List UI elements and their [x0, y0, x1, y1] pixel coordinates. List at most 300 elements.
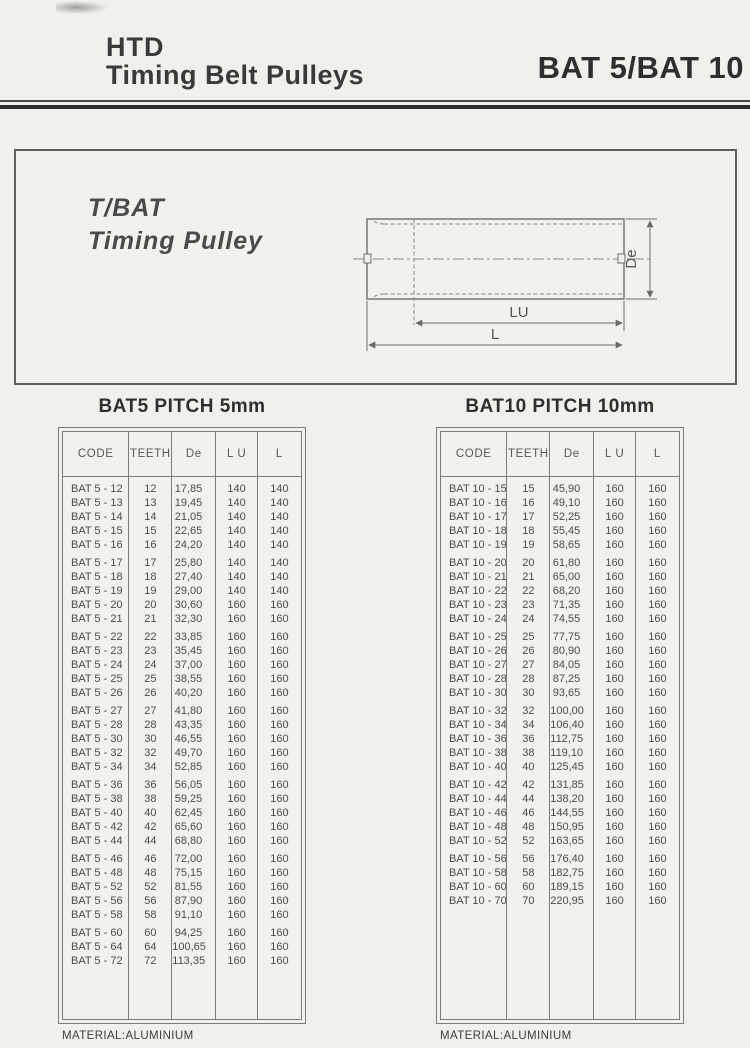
series-type-label: Timing Pulley	[88, 227, 264, 255]
table-cell: 160	[227, 955, 246, 967]
table-cell: 160	[270, 747, 289, 759]
table-cell: 160	[270, 631, 289, 643]
table-cell: 59,25	[174, 793, 203, 805]
table-cell: 160	[227, 659, 246, 671]
table-cell: 140	[227, 483, 246, 495]
table-cell: 81,55	[174, 881, 203, 893]
table-cell: 112,75	[550, 733, 584, 745]
table-cell: 125,45	[550, 761, 584, 773]
table-cell: BAT 10 - 34	[449, 719, 507, 731]
bat10-table-inner	[440, 431, 680, 1020]
scan-smudge	[56, 1, 108, 14]
product-code-title: BAT 5/BAT 10	[537, 50, 744, 85]
table-cell: 140	[227, 539, 246, 551]
table-cell: 160	[648, 705, 667, 717]
table-cell: 160	[227, 761, 246, 773]
table-cell: 72,00	[174, 853, 203, 865]
table-cell: 46	[522, 807, 535, 819]
table-cell: 94,25	[174, 927, 203, 939]
table-cell: 160	[270, 941, 289, 953]
table-cell: 49,10	[552, 497, 581, 509]
table-cell: 26	[522, 645, 535, 657]
table-cell: 160	[227, 631, 246, 643]
row-group	[129, 852, 171, 922]
table-cell: 22,65	[174, 525, 203, 537]
table-cell: 19	[144, 585, 157, 597]
row-group	[172, 630, 215, 700]
table-cell: 160	[227, 895, 246, 907]
table-cell: 24,20	[174, 539, 203, 551]
table-cell: BAT 5 - 36	[71, 779, 123, 791]
row-group	[636, 852, 679, 908]
row-group	[172, 778, 215, 848]
table-cell: 160	[605, 687, 624, 699]
row-group	[63, 926, 128, 968]
table-cell: 52,25	[552, 511, 581, 523]
table-cell: 160	[648, 719, 667, 731]
row-group	[172, 482, 215, 552]
table-cell: 15	[144, 525, 157, 537]
table-cell: BAT 10 - 56	[449, 853, 507, 865]
table-body	[441, 477, 679, 1019]
row-group	[216, 926, 257, 968]
table-cell: 30	[144, 733, 157, 745]
table-cell: 160	[227, 673, 246, 685]
row-group	[636, 482, 679, 552]
table-title-bat10: BAT10 PITCH 10mm	[465, 396, 655, 417]
row-group	[216, 482, 257, 552]
table-cell: 160	[227, 719, 246, 731]
row-group	[594, 778, 635, 848]
table-cell: 61,80	[552, 557, 581, 569]
row-group	[258, 630, 301, 700]
table-cell: BAT 5 - 15	[71, 525, 123, 537]
header-cell-teeth: TEETH	[506, 432, 549, 476]
table-cell: BAT 10 - 60	[449, 881, 507, 893]
row-group	[129, 482, 171, 552]
row-group	[507, 482, 549, 552]
table-cell: BAT 10 - 21	[449, 571, 507, 583]
table-cell: 160	[227, 705, 246, 717]
table-cell: BAT 5 - 19	[71, 585, 123, 597]
table-cell: 144,55	[550, 807, 584, 819]
table-cell: 17	[144, 557, 157, 569]
table-cell: 160	[605, 631, 624, 643]
table-cell: 160	[648, 613, 667, 625]
pulley-drawing	[16, 151, 737, 383]
table-column	[441, 477, 506, 1019]
table-cell: 119,10	[550, 747, 584, 759]
table-cell: 160	[605, 571, 624, 583]
row-group	[129, 704, 171, 774]
table-cell: 113,35	[172, 955, 206, 967]
row-group	[441, 704, 506, 774]
row-group	[550, 778, 593, 848]
table-cell: BAT 10 - 28	[449, 673, 507, 685]
table-cell: 49,70	[174, 747, 203, 759]
table-cell: 160	[270, 613, 289, 625]
table-cell: 37,00	[174, 659, 203, 671]
table-cell: 160	[605, 705, 624, 717]
row-group	[63, 704, 128, 774]
table-cell: 160	[227, 779, 246, 791]
table-cell: 163,65	[550, 835, 584, 847]
table-column	[549, 477, 593, 1019]
table-cell: 160	[648, 585, 667, 597]
table-cell: 160	[270, 719, 289, 731]
table-cell: 71,35	[552, 599, 581, 611]
table-cell: 24	[144, 659, 157, 671]
row-group	[550, 556, 593, 626]
table-cell: 160	[227, 821, 246, 833]
table-cell: 160	[605, 645, 624, 657]
table-cell: 160	[270, 955, 289, 967]
table-cell: BAT 5 - 44	[71, 835, 123, 847]
table-cell: 140	[270, 585, 289, 597]
row-group	[636, 704, 679, 774]
table-cell: 22	[522, 585, 535, 597]
row-group	[258, 852, 301, 922]
table-cell: BAT 5 - 21	[71, 613, 123, 625]
table-cell: 91,10	[174, 909, 203, 921]
table-cell: 17,85	[174, 483, 203, 495]
table-cell: 26	[144, 687, 157, 699]
row-group	[441, 630, 506, 700]
table-cell: 28	[144, 719, 157, 731]
row-group	[63, 778, 128, 848]
row-group	[216, 630, 257, 700]
table-cell: BAT 5 - 17	[71, 557, 123, 569]
table-cell: 44	[522, 793, 535, 805]
row-group	[129, 926, 171, 968]
table-cell: 160	[648, 631, 667, 643]
table-cell: 160	[605, 659, 624, 671]
table-cell: BAT 5 - 46	[71, 853, 123, 865]
table-cell: BAT 10 - 46	[449, 807, 507, 819]
table-cell: 38,55	[174, 673, 203, 685]
table-cell: 160	[227, 807, 246, 819]
table-cell: 160	[605, 867, 624, 879]
header-cell-code: CODE	[455, 448, 492, 460]
table-cell: 140	[227, 525, 246, 537]
table-cell: 140	[270, 483, 289, 495]
table-cell: 19,45	[174, 497, 203, 509]
table-cell: BAT 10 - 15	[449, 483, 507, 495]
table-cell: 23	[144, 645, 157, 657]
table-cell: 160	[605, 747, 624, 759]
table-cell: 160	[227, 645, 246, 657]
table-cell: 160	[648, 733, 667, 745]
table-cell: 160	[227, 613, 246, 625]
table-cell: 160	[605, 557, 624, 569]
table-cell: 40	[144, 807, 157, 819]
table-cell: BAT 10 - 20	[449, 557, 507, 569]
table-cell: 100,00	[550, 705, 584, 717]
table-cell: 160	[605, 853, 624, 865]
table-cell: 160	[605, 835, 624, 847]
table-cell: 140	[227, 511, 246, 523]
series-label: T/BAT	[88, 194, 165, 222]
table-cell: BAT 10 - 23	[449, 599, 507, 611]
table-cell: 70	[522, 895, 535, 907]
table-cell: 160	[648, 539, 667, 551]
table-cell: 160	[648, 483, 667, 495]
table-column	[593, 477, 635, 1019]
table-cell: 160	[648, 599, 667, 611]
table-cell: 176,40	[550, 853, 584, 865]
table-cell: 160	[227, 867, 246, 879]
table-cell: 160	[270, 599, 289, 611]
table-cell: 45,90	[552, 483, 581, 495]
table-cell: 13	[144, 497, 157, 509]
table-cell: 160	[227, 835, 246, 847]
table-cell: 58	[144, 909, 157, 921]
table-cell: 140	[270, 511, 289, 523]
table-cell: 160	[270, 867, 289, 879]
table-cell: 160	[605, 895, 624, 907]
table-cell: 140	[227, 585, 246, 597]
table-cell: 30	[522, 687, 535, 699]
table-cell: 160	[648, 793, 667, 805]
table-cell: 160	[648, 895, 667, 907]
table-cell: 44	[144, 835, 157, 847]
header-cell-code: CODE	[77, 448, 114, 460]
table-cell: BAT 10 - 42	[449, 779, 507, 791]
row-group	[507, 704, 549, 774]
table-cell: 160	[648, 571, 667, 583]
table-cell: BAT 5 - 28	[71, 719, 123, 731]
header-cell-l: L	[635, 432, 679, 476]
table-cell: BAT 10 - 19	[449, 539, 507, 551]
material-note: MATERIAL:ALUMINIUM	[62, 1030, 194, 1042]
table-cell: 160	[648, 779, 667, 791]
diagram-panel	[14, 149, 737, 385]
table-cell: 189,15	[550, 881, 584, 893]
table-section-bat10	[436, 396, 684, 1042]
row-group	[594, 482, 635, 552]
table-cell: 52	[144, 881, 157, 893]
row-group	[172, 852, 215, 922]
table-cell: 160	[648, 853, 667, 865]
table-cell: 65,60	[174, 821, 203, 833]
table-body	[63, 477, 301, 1019]
table-cell: 160	[227, 881, 246, 893]
doc-title-line2: Timing Belt Pulleys	[106, 60, 365, 90]
table-cell: 160	[648, 673, 667, 685]
table-cell: 22	[144, 631, 157, 643]
table-cell: 160	[605, 483, 624, 495]
row-group	[594, 704, 635, 774]
table-cell: 48	[144, 867, 157, 879]
table-cell: 160	[648, 659, 667, 671]
table-cell: 160	[605, 807, 624, 819]
table-cell: BAT 5 - 64	[71, 941, 123, 953]
table-cell: 20	[522, 557, 535, 569]
row-group	[550, 482, 593, 552]
table-cell: BAT 10 - 25	[449, 631, 507, 643]
table-cell: 160	[270, 793, 289, 805]
table-cell: BAT 5 - 26	[71, 687, 123, 699]
table-cell: 25	[522, 631, 535, 643]
table-cell: 160	[270, 853, 289, 865]
table-cell: 140	[227, 557, 246, 569]
table-cell: 160	[227, 747, 246, 759]
table-cell: 160	[270, 645, 289, 657]
row-group	[216, 778, 257, 848]
table-cell: 21,05	[174, 511, 203, 523]
table-cell: 160	[648, 807, 667, 819]
table-cell: 87,25	[552, 673, 581, 685]
table-cell: 58,65	[552, 539, 581, 551]
table-cell: 106,40	[550, 719, 584, 731]
row-group	[258, 704, 301, 774]
table-cell: 160	[648, 881, 667, 893]
doc-title-line1: HTD	[106, 32, 165, 62]
table-cell: 160	[648, 747, 667, 759]
header-cell-teeth: TEETH	[128, 432, 171, 476]
table-cell: 160	[648, 761, 667, 773]
table-cell: BAT 5 - 16	[71, 539, 123, 551]
table-cell: BAT 5 - 20	[71, 599, 123, 611]
row-group	[507, 556, 549, 626]
table-cell: BAT 10 - 30	[449, 687, 507, 699]
table-cell: 58	[522, 867, 535, 879]
table-cell: 160	[605, 613, 624, 625]
table-cell: 160	[648, 687, 667, 699]
table-cell: 160	[227, 687, 246, 699]
table-cell: 160	[270, 807, 289, 819]
table-cell: 25,80	[174, 557, 203, 569]
table-cell: 140	[227, 497, 246, 509]
table-cell: 160	[605, 511, 624, 523]
table-cell: 160	[270, 687, 289, 699]
table-cell: 160	[227, 909, 246, 921]
row-group	[172, 556, 215, 626]
table-cell: 32	[144, 747, 157, 759]
table-cell: 35,45	[174, 645, 203, 657]
table-cell: 160	[270, 927, 289, 939]
header-cell-lu: L U	[215, 432, 257, 476]
table-cell: 30,60	[174, 599, 203, 611]
table-cell: 56,05	[174, 779, 203, 791]
table-cell: BAT 10 - 44	[449, 793, 507, 805]
bat5-table-inner	[62, 431, 302, 1020]
table-cell: 93,65	[552, 687, 581, 699]
table-cell: 18	[144, 571, 157, 583]
table-cell: 21	[522, 571, 535, 583]
table-cell: BAT 10 - 24	[449, 613, 507, 625]
table-header-row	[63, 432, 301, 477]
table-cell: 56	[522, 853, 535, 865]
table-cell: 160	[227, 599, 246, 611]
table-cell: 75,15	[174, 867, 203, 879]
table-cell: 160	[227, 927, 246, 939]
table-cell: BAT 5 - 56	[71, 895, 123, 907]
row-group	[216, 556, 257, 626]
table-cell: 160	[648, 835, 667, 847]
row-group	[594, 852, 635, 908]
table-cell: 160	[270, 835, 289, 847]
table-column	[635, 477, 679, 1019]
table-cell: BAT 10 - 52	[449, 835, 507, 847]
material-note: MATERIAL:ALUMINIUM	[440, 1030, 572, 1042]
table-column	[215, 477, 257, 1019]
table-cell: BAT 5 - 34	[71, 761, 123, 773]
table-cell: 140	[270, 557, 289, 569]
table-cell: 160	[648, 497, 667, 509]
table-cell: 160	[605, 673, 624, 685]
table-cell: BAT 10 - 17	[449, 511, 507, 523]
table-cell: 160	[605, 793, 624, 805]
table-cell: 42	[144, 821, 157, 833]
table-cell: 160	[605, 539, 624, 551]
header-cell-de: De	[549, 432, 593, 476]
table-cell: 68,20	[552, 585, 581, 597]
table-cell: 160	[605, 497, 624, 509]
table-cell: 27	[144, 705, 157, 717]
table-cell: BAT 5 - 27	[71, 705, 123, 717]
header-rule-thin	[0, 100, 750, 102]
table-cell: 140	[227, 571, 246, 583]
table-cell: 32,30	[174, 613, 203, 625]
table-cell: BAT 5 - 12	[71, 483, 123, 495]
table-section-bat5	[58, 396, 306, 1042]
table-cell: 80,90	[552, 645, 581, 657]
table-column	[171, 477, 215, 1019]
table-cell: BAT 5 - 14	[71, 511, 123, 523]
table-cell: BAT 5 - 23	[71, 645, 123, 657]
table-cell: 65,00	[552, 571, 581, 583]
table-cell: 160	[227, 793, 246, 805]
row-group	[129, 630, 171, 700]
table-cell: BAT 5 - 42	[71, 821, 123, 833]
table-cell: 33,85	[174, 631, 203, 643]
table-cell: 160	[270, 705, 289, 717]
table-cell: BAT 10 - 32	[449, 705, 507, 717]
table-cell: 160	[270, 659, 289, 671]
table-cell: BAT 10 - 70	[449, 895, 507, 907]
table-cell: BAT 5 - 52	[71, 881, 123, 893]
row-group	[441, 482, 506, 552]
de-dim-label: De	[623, 249, 640, 269]
table-cell: 36	[522, 733, 535, 745]
table-cell: 160	[270, 881, 289, 893]
table-cell: BAT 10 - 22	[449, 585, 507, 597]
table-cell: 160	[270, 895, 289, 907]
table-cell: 64	[144, 941, 157, 953]
row-group	[172, 704, 215, 774]
row-group	[507, 852, 549, 908]
table-cell: 23	[522, 599, 535, 611]
table-cell: 160	[648, 511, 667, 523]
table-cell: 38	[522, 747, 535, 759]
bat10-table	[436, 427, 684, 1024]
table-cell: 36	[144, 779, 157, 791]
row-group	[636, 778, 679, 848]
table-cell: BAT 10 - 40	[449, 761, 507, 773]
table-cell: BAT 5 - 60	[71, 927, 123, 939]
header-rule-thick	[0, 105, 750, 109]
table-cell: 160	[605, 525, 624, 537]
table-cell: 40	[522, 761, 535, 773]
table-title-bat5: BAT5 PITCH 5mm	[98, 396, 266, 417]
row-group	[216, 852, 257, 922]
table-cell: 160	[648, 557, 667, 569]
row-group	[129, 778, 171, 848]
table-cell: 160	[227, 941, 246, 953]
table-cell: 17	[522, 511, 535, 523]
table-cell: 43,35	[174, 719, 203, 731]
